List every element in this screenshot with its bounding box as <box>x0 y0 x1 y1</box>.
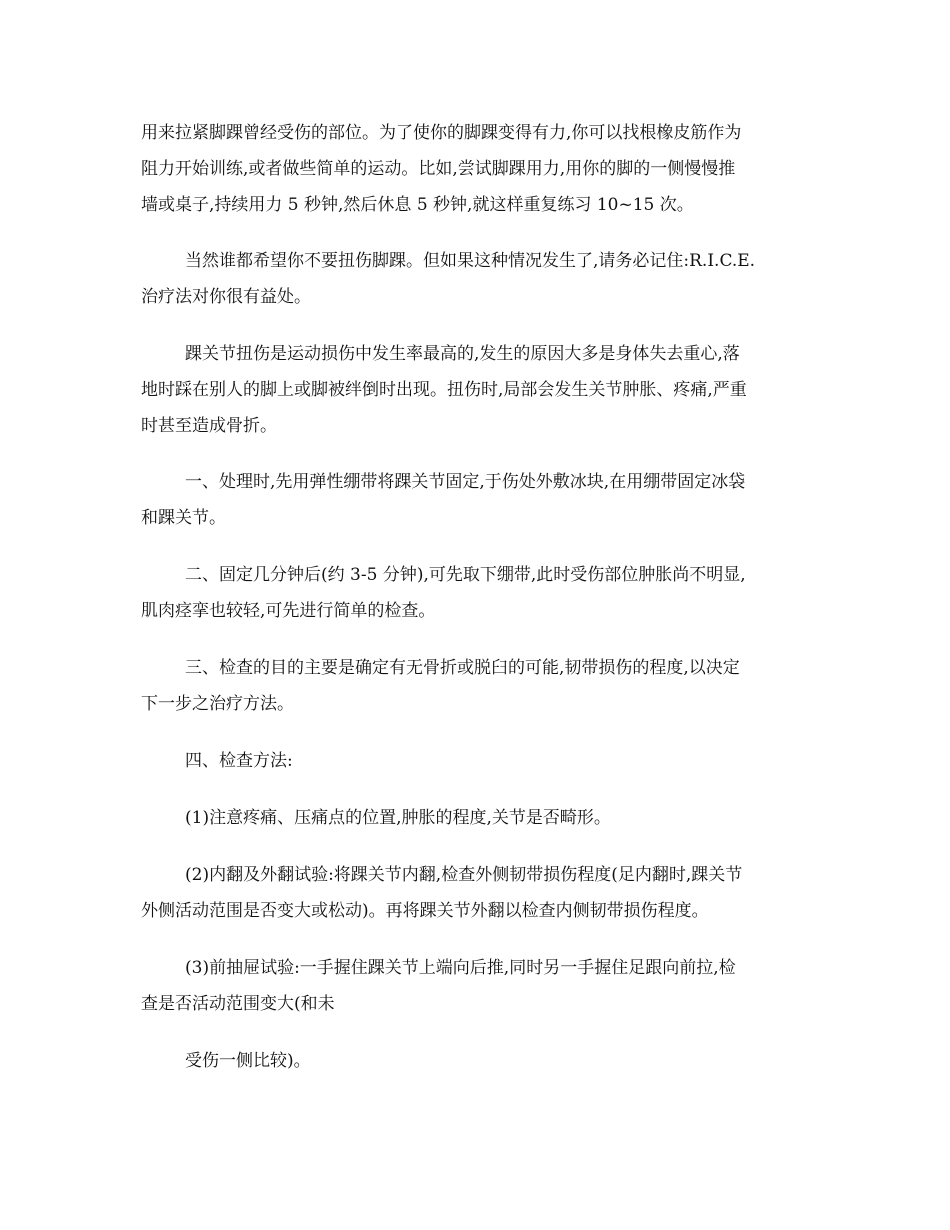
text-line: 查是否活动范围变大(和未 <box>141 994 335 1014</box>
text-line: 三、检查的目的主要是确定有无骨折或脱臼的可能,韧带损伤的程度,以决定 <box>185 658 740 678</box>
paragraph-step-two <box>141 557 831 629</box>
text-line: 墙或桌子,持续用力 5 秒钟,然后休息 5 秒钟,就这样重复练习 10~15 次。 <box>141 195 694 215</box>
paragraph-rice-method <box>141 243 831 315</box>
text-line: 阻力开始训练,或者做些简单的运动。比如,尝试脚踝用力,用你的脚的一侧慢慢推 <box>141 159 736 179</box>
paragraph-step-four-heading <box>141 743 831 779</box>
text-line: 地时踩在别人的脚上或脚被绊倒时出现。扭伤时,局部会发生关节肿胀、疼痛,严重 <box>141 380 747 400</box>
paragraph-ankle-sprain-intro <box>141 336 831 444</box>
text-line: 下一步之治疗方法。 <box>141 694 294 714</box>
text-line: 四、检查方法: <box>185 751 293 771</box>
text-line: 和踝关节。 <box>141 508 226 528</box>
paragraph-ankle-strengthening <box>141 115 831 223</box>
paragraph-check-item-3 <box>141 950 831 1022</box>
paragraph-check-item-2 <box>141 857 831 929</box>
paragraph-check-item-3-continued <box>141 1043 831 1079</box>
paragraph-check-item-1 <box>141 800 831 836</box>
text-line: 受伤一侧比较)。 <box>185 1051 311 1071</box>
text-line: 时甚至造成骨折。 <box>141 416 277 436</box>
text-line: (1)注意疼痛、压痛点的位置,肿胀的程度,关节是否畸形。 <box>185 808 611 828</box>
text-line: 一、处理时,先用弹性绷带将踝关节固定,于伤处外敷冰块,在用绷带固定冰袋 <box>185 472 746 492</box>
text-line: 治疗法对你很有益处。 <box>141 287 311 307</box>
text-line: 肌肉痉挛也较轻,可先进行简单的检查。 <box>141 601 436 621</box>
text-line: (2)内翻及外翻试验:将踝关节内翻,检查外侧韧带损伤程度(足内翻时,踝关节 <box>185 865 743 885</box>
text-line: 二、固定几分钟后(约 3-5 分钟),可先取下绷带,此时受伤部位肿胀尚不明显, <box>185 565 746 585</box>
text-line: 外侧活动范围是否变大或松动)。再将踝关节外翻以检查内侧韧带损伤程度。 <box>141 901 709 921</box>
text-line: (3)前抽屉试验:一手握住踝关节上端向后推,同时另一手握住足跟向前拉,检 <box>185 958 736 978</box>
text-line: 用来拉紧脚踝曾经受伤的部位。为了使你的脚踝变得有力,你可以找根橡皮筋作为 <box>141 123 742 143</box>
text-line: 踝关节扭伤是运动损伤中发生率最高的,发生的原因大多是身体失去重心,落 <box>185 344 740 364</box>
paragraph-step-one <box>141 464 831 536</box>
text-line: 当然谁都希望你不要扭伤脚踝。但如果这种情况发生了,请务必记住:R.I.C.E. <box>185 251 756 271</box>
paragraph-step-three <box>141 650 831 722</box>
